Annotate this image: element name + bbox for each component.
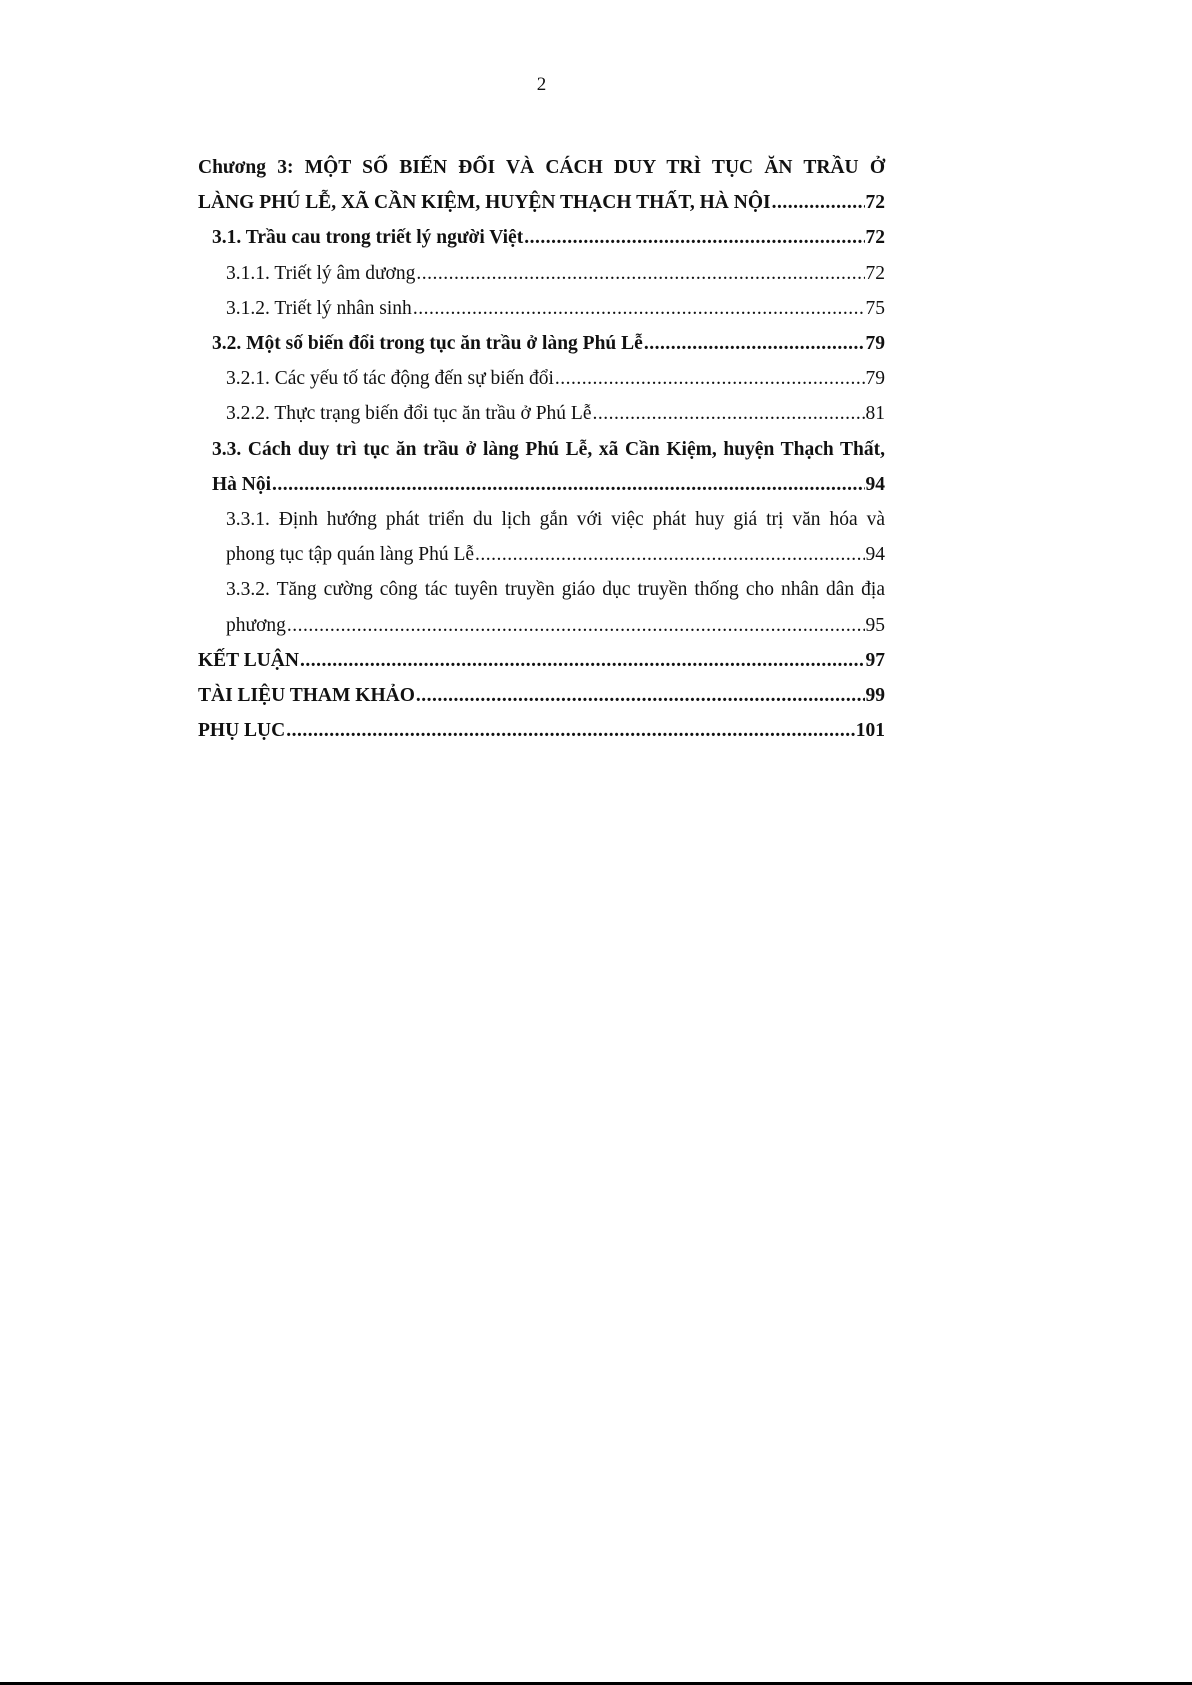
toc-entry-title: Hà Nội: [212, 473, 272, 495]
toc-entry-title: LÀNG PHÚ LỄ, XÃ CẦN KIỆM, HUYỆN THẠCH THẤT, HÀ NỘI: [198, 192, 771, 214]
toc-entry-appendix[interactable]: [198, 713, 885, 748]
toc-entry-title: 3.2.2. Thực trạng biến đổi tục ăn trầu ở Phú Lễ: [226, 403, 592, 425]
toc-entry-title: 3.1.1. Triết lý âm dương: [226, 262, 416, 284]
dot-leader: [555, 361, 865, 396]
toc-entry-page: 81: [865, 403, 885, 425]
toc-entry-title: 3.2.1. Các yếu tố tác động đến sự biến đổi: [226, 368, 554, 390]
dot-leader: [524, 220, 864, 255]
toc-entry-page: 79: [865, 368, 885, 390]
toc-entry-page: 94: [865, 544, 885, 566]
toc-entry-3-2-2[interactable]: [198, 396, 885, 431]
toc-entry-title: 3.1. Trầu cau trong triết lý người Việt: [212, 227, 524, 249]
toc-entry-chapter-3[interactable]: [198, 150, 885, 220]
dot-leader: [413, 291, 865, 326]
toc-entry-conclusion[interactable]: [198, 643, 885, 678]
toc-entry-title: phong tục tập quán làng Phú Lễ: [226, 544, 475, 566]
toc-entry-title-line1: Chương 3: MỘT SỐ BIẾN ĐỔI VÀ CÁCH DUY TRÌ TỤC ĂN TRẦU Ở: [198, 157, 885, 178]
toc-entry-page: 94: [865, 473, 885, 495]
dot-leader: [286, 713, 855, 748]
dot-leader: [272, 467, 864, 502]
toc-entry-3-1-2[interactable]: [198, 291, 885, 326]
toc-entry-page: 72: [865, 262, 885, 284]
toc-entry-title: phương: [226, 614, 286, 636]
toc-entry-title: KẾT LUẬN: [198, 649, 299, 671]
page-number: 2: [536, 74, 547, 95]
toc-entry-3-2-1[interactable]: [198, 361, 885, 396]
dot-leader: [644, 326, 865, 361]
toc-entry-3-1-1[interactable]: [198, 256, 885, 291]
toc-entry-3-3[interactable]: [198, 432, 885, 502]
toc-entry-title-line1: 3.3. Cách duy trì tục ăn trầu ở làng Phú Lễ, xã Cần Kiệm, huyện Thạch Thất,: [212, 438, 885, 460]
dot-leader: [475, 537, 864, 572]
toc-entry-3-2[interactable]: [198, 326, 885, 361]
toc-entry-page: 72: [865, 227, 885, 249]
table-of-contents: [198, 150, 885, 748]
toc-entry-page: 79: [865, 333, 885, 355]
toc-entry-title-line1: 3.3.2. Tăng cường công tác tuyên truyền giáo dục truyền thống cho nhân dân địa: [226, 579, 885, 601]
dot-leader: [416, 678, 865, 713]
toc-entry-page: 97: [865, 649, 885, 671]
toc-entry-page: 75: [865, 297, 885, 319]
dot-leader: [287, 608, 865, 643]
toc-entry-page: 95: [865, 614, 885, 636]
toc-entry-references[interactable]: [198, 678, 885, 713]
dot-leader: [592, 396, 864, 431]
toc-entry-title: 3.1.2. Triết lý nhân sinh: [226, 297, 412, 319]
toc-entry-title-line1: 3.3.1. Định hướng phát triển du lịch gắn với việc phát huy giá trị văn hóa và: [226, 509, 885, 531]
dot-leader: [416, 256, 864, 291]
toc-entry-3-3-2[interactable]: [198, 572, 885, 642]
toc-entry-title: PHỤ LỤC: [198, 720, 286, 742]
toc-entry-page: 72: [865, 192, 885, 214]
toc-entry-title: 3.2. Một số biến đổi trong tục ăn trầu ở làng Phú Lễ: [212, 333, 643, 355]
toc-entry-3-3-1[interactable]: [198, 502, 885, 572]
toc-entry-page: 99: [865, 685, 885, 707]
toc-entry-page: 101: [855, 720, 885, 742]
toc-entry-title: TÀI LIỆU THAM KHẢO: [198, 685, 415, 707]
dot-leader: [300, 643, 865, 678]
dot-leader: [772, 185, 865, 220]
toc-entry-3-1[interactable]: [198, 220, 885, 255]
